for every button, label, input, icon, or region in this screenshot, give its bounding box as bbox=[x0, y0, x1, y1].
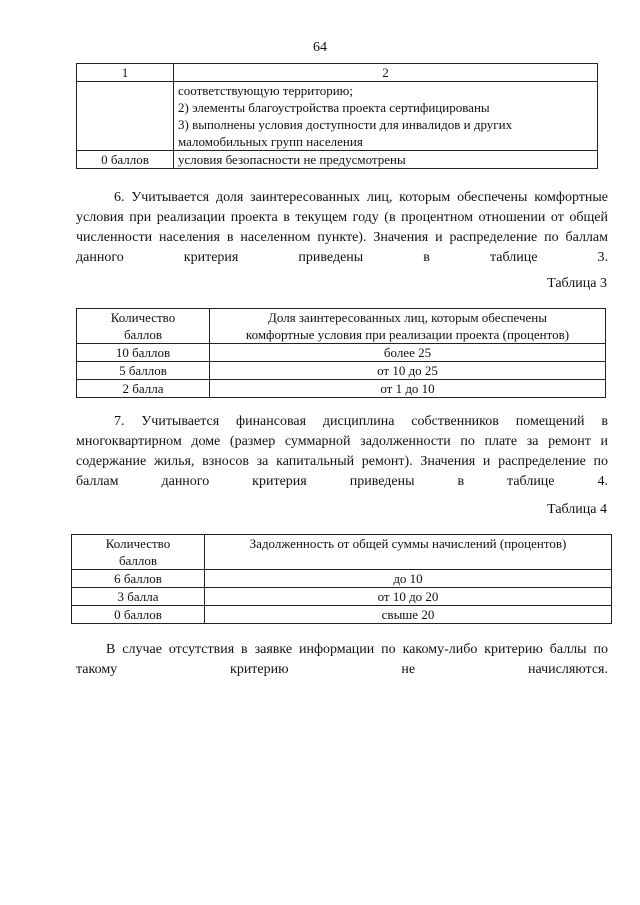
column-header-score bbox=[77, 309, 210, 344]
table-cell bbox=[174, 82, 598, 151]
cell-line: маломобильных групп населения bbox=[178, 134, 363, 149]
table-row bbox=[77, 380, 606, 398]
column-header-value: Задолженность от общей суммы начислений (процентов) bbox=[205, 535, 612, 570]
paragraph-final-note: В случае отсутствия в заявке информации по какому-либо критерию баллы по такому критерию не начисляются. bbox=[76, 642, 608, 677]
paragraph-criterion-7: 7. Учитывается финансовая дисциплина собственников помещений в многоквартирном доме (размер суммарной задолженности по плате за ремонт и содержание жилья, взносов за капитальный ремонт). Значения и распределение по баллам данного критерия приведены в таблице 4. bbox=[76, 414, 608, 489]
table-row bbox=[77, 362, 606, 380]
table-header-row bbox=[77, 309, 606, 344]
header-line: баллов bbox=[123, 327, 163, 342]
table-cell-score: 0 баллов bbox=[72, 606, 205, 624]
paragraph-criterion-6: 6. Учитывается доля заинтересованных лиц, которым обеспечены комфортные условия при реализации проекта в текущем году (в процентном отношении от общей численности населения в населенном пункте). Значения и распределение по баллам данного критерия приведены в таблице 3. bbox=[76, 190, 608, 265]
column-header-value bbox=[210, 309, 606, 344]
table-cell-score: 3 балла bbox=[72, 588, 205, 606]
table-cell-value: от 10 до 25 bbox=[210, 362, 606, 380]
table-row bbox=[72, 588, 612, 606]
table-row bbox=[77, 151, 598, 169]
table-cell-score: 5 баллов bbox=[77, 362, 210, 380]
page-number: 64 bbox=[313, 40, 327, 55]
table-header-row bbox=[77, 64, 598, 82]
table-cell-score: 10 баллов bbox=[77, 344, 210, 362]
header-line: Количество bbox=[105, 536, 171, 551]
table-4 bbox=[71, 534, 612, 624]
cell-line: 2) элементы благоустройства проекта сертифицированы bbox=[178, 100, 490, 115]
table-cell-value: более 25 bbox=[210, 344, 606, 362]
table-cell-score: 2 балла bbox=[77, 380, 210, 398]
table-cell-score: 0 баллов bbox=[77, 151, 174, 169]
table-row bbox=[72, 606, 612, 624]
criteria-table-continued bbox=[76, 63, 598, 169]
header-line: комфортные условия при реализации проекта (процентов) bbox=[245, 327, 570, 342]
table-cell: условия безопасности не предусмотрены bbox=[174, 151, 598, 169]
table-cell-value: до 10 bbox=[205, 570, 612, 588]
table-cell-score: 6 баллов bbox=[72, 570, 205, 588]
table-row bbox=[72, 570, 612, 588]
column-header-1: 1 bbox=[77, 64, 174, 82]
cell-line: 3) выполнены условия доступности для инвалидов и других bbox=[178, 117, 513, 132]
table-3-caption: Таблица 3 bbox=[547, 276, 607, 291]
table-4-caption: Таблица 4 bbox=[547, 502, 607, 517]
column-header-2: 2 bbox=[174, 64, 598, 82]
table-row bbox=[77, 344, 606, 362]
header-line: баллов bbox=[118, 553, 158, 568]
header-line: Доля заинтересованных лиц, которым обеспечены bbox=[268, 310, 547, 325]
table-cell-value: от 1 до 10 bbox=[210, 380, 606, 398]
table-3 bbox=[76, 308, 606, 398]
table-header-row bbox=[72, 535, 612, 570]
header-line: Количество bbox=[110, 310, 176, 325]
table-cell-empty bbox=[77, 82, 174, 151]
table-cell-value: свыше 20 bbox=[205, 606, 612, 624]
cell-line: соответствующую территорию; bbox=[178, 83, 353, 98]
table-row bbox=[77, 82, 598, 151]
column-header-score bbox=[72, 535, 205, 570]
table-cell-value: от 10 до 20 bbox=[205, 588, 612, 606]
